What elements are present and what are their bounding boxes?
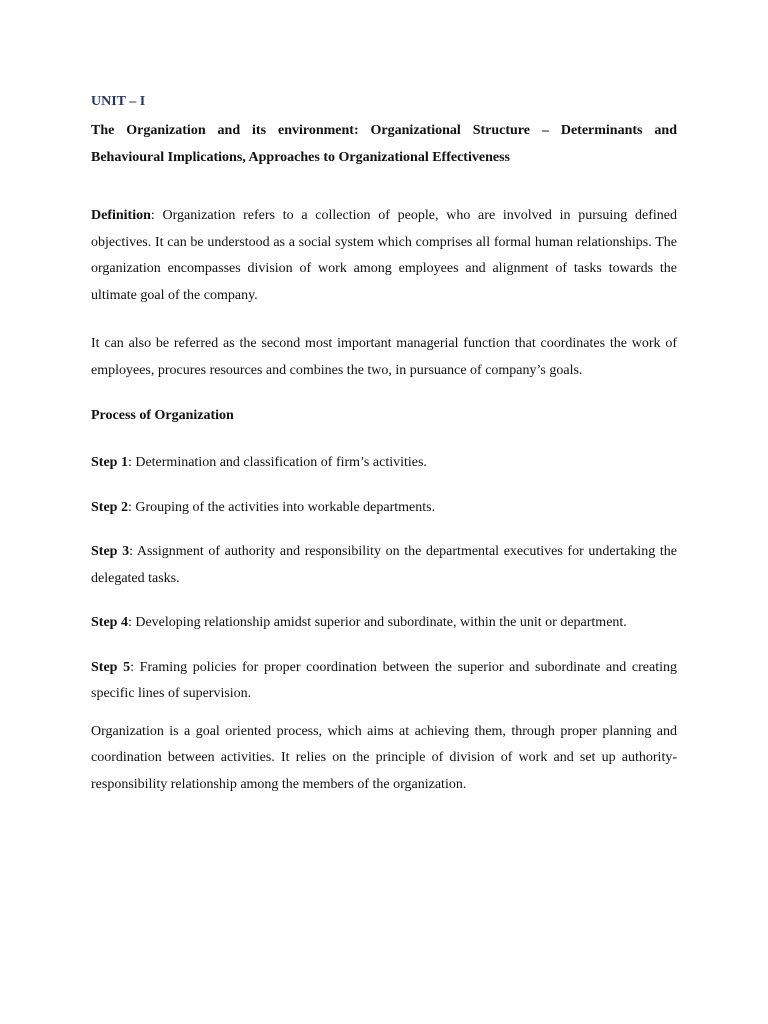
managerial-function-paragraph: It can also be referred as the second most important managerial function that coordinates the work of employees, procures resources and combines the two, in pursuance of company’s goals.	[91, 336, 677, 378]
step-label: Step 2	[91, 499, 128, 515]
definition-label: Definition	[91, 208, 151, 223]
step-1	[91, 450, 677, 477]
document-page	[91, 92, 677, 798]
step-text: : Determination and classification of firm’s activities.	[127, 455, 427, 470]
step-3	[91, 539, 677, 592]
process-heading: Process of Organization	[91, 408, 234, 423]
step-label: Step 3	[91, 544, 130, 559]
step-text: : Grouping of the activities into workable departments.	[127, 499, 436, 515]
step-label: Step 4	[91, 615, 128, 630]
step-label: Step 5	[91, 659, 131, 675]
definition-text: : Organization refers to a collection of people, who are involved in pursuing defined objectives. It can be understood as a social system which comprises all formal human relationships. The organization encompasses division of work among employees and alignment of tasks towards the ultimate goal of the company.	[91, 208, 677, 303]
step-5	[91, 655, 677, 708]
closing-paragraph: Organization is a goal oriented process, which aims at achieving them, through proper planning and coordination between activities. It relies on the principle of division of work and set up authority-responsibility relationship among the members of the organization.	[91, 723, 677, 792]
step-text: : Framing policies for proper coordination between the superior and subordinate and creating specific lines of supervision.	[91, 659, 677, 701]
document-title: The Organization and its environment: Organizational Structure – Determinants and Behavioural Implications, Approaches to Organizational Effectiveness	[91, 123, 677, 165]
step-4	[91, 610, 677, 637]
definition-paragraph	[91, 203, 677, 309]
step-text: : Developing relationship amidst superior and subordinate, within the unit or department.	[127, 615, 627, 630]
step-text: : Assignment of authority and responsibility on the departmental executives for undertaking the delegated tasks.	[91, 544, 677, 586]
unit-heading: UNIT – I	[91, 94, 146, 109]
step-label: Step 1	[91, 455, 128, 470]
step-2	[91, 495, 677, 522]
